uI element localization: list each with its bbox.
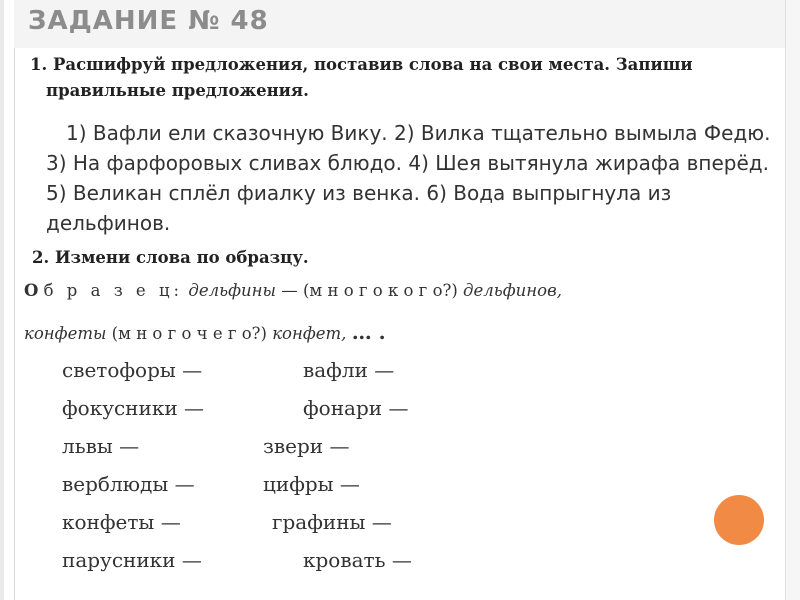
example-sample-label: б р а з е ц: <box>43 281 184 300</box>
task1-heading-line1: 1. Расшифруй предложения, поставив слова на свои места. Запиши <box>30 55 693 74</box>
example-answer-2: конфет, <box>272 324 347 343</box>
word-right: звери — <box>263 434 350 458</box>
task2-heading: 2. Измени слова по образцу. <box>32 248 309 267</box>
word-left: львы — <box>62 434 140 458</box>
word-right: графины — <box>272 510 392 534</box>
example-o-letter: О <box>24 281 39 300</box>
example-line-1 <box>24 281 784 300</box>
word-left: парусники — <box>62 548 202 572</box>
example-word-2: конфеты <box>24 324 107 343</box>
word-left: верблюды — <box>62 472 195 496</box>
word-left: светофоры — <box>62 358 203 382</box>
word-right: фонари — <box>303 396 409 420</box>
example-answer-1: дельфинов, <box>463 281 562 300</box>
word-right: цифры — <box>263 472 360 496</box>
word-right: вафли — <box>303 358 395 382</box>
slide-title: ЗАДАНИЕ № 48 <box>28 6 269 36</box>
task1-heading <box>30 52 770 104</box>
word-left: фокусники — <box>62 396 205 420</box>
example-question-2: (м н о г о ч е г о?) <box>111 324 267 343</box>
example-line-2 <box>24 320 784 344</box>
frame-left-border <box>14 48 15 600</box>
example-dash: — <box>281 281 298 300</box>
example-question-1: (м н о г о к о г о?) <box>302 281 458 300</box>
example-word-1: дельфины <box>188 281 276 300</box>
frame-left-edge <box>0 0 4 600</box>
word-left: конфеты — <box>62 510 181 534</box>
task1-sentences-text: 1) Вафли ели сказочную Вику. 2) Вилка тщательно вымыла Федю. 3) На фарфоровых сливах блюдо. 4) Шея вытянула жирафа вперёд. 5) Великан сплёл фиалку из венка. 6) Вода выпрыгнула из дельфинов. <box>46 121 771 235</box>
frame-right-edge <box>785 0 800 600</box>
decorative-orange-circle <box>714 495 764 545</box>
task1-heading-line2: правильные предложения. <box>46 81 309 100</box>
word-right: кровать — <box>303 548 412 572</box>
example-ellipsis: … . <box>351 320 386 344</box>
task1-sentences <box>46 118 776 238</box>
